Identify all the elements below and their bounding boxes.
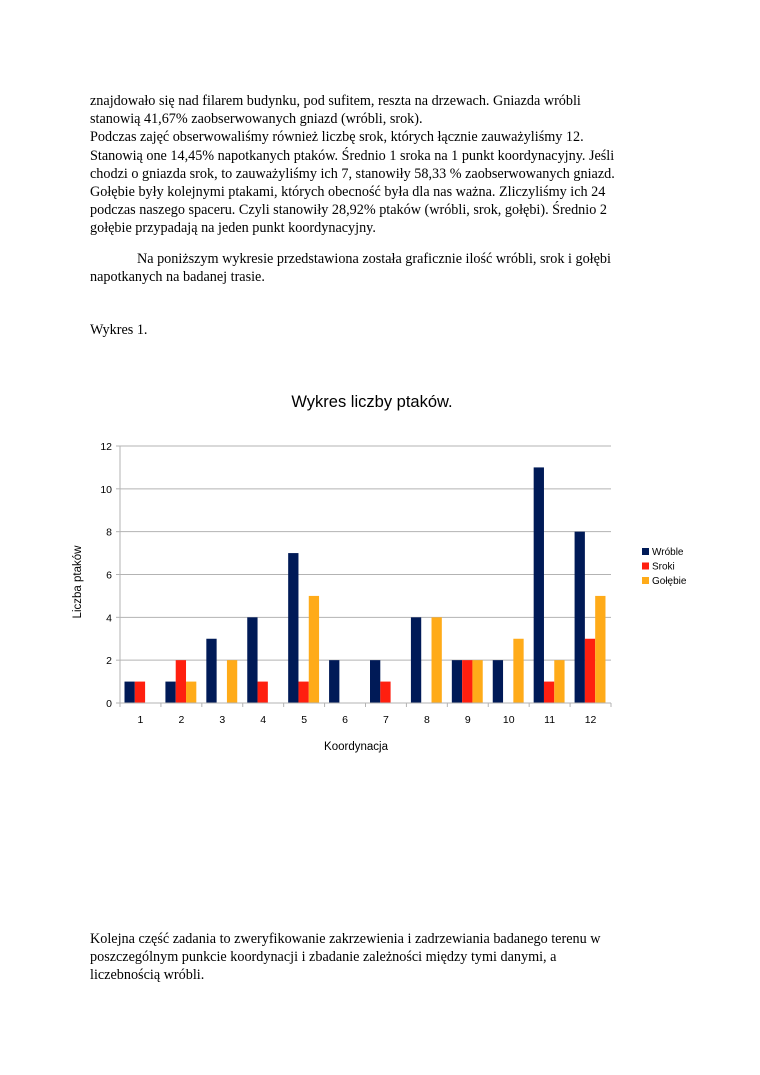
text-line: napotkanych na badanej trasie. xyxy=(90,269,265,286)
text-line: znajdowało się nad filarem budynku, pod sufitem, reszta na drzewach. Gniazda wróbli xyxy=(90,93,581,109)
text-line: stanowią 41,67% zaobserwowanych gniazd (wróbli, srok). xyxy=(90,111,423,128)
text-line: Kolejna część zadania to zweryfikowanie zakrzewienia i zadrzewiania badanego terenu w xyxy=(90,931,601,947)
bar-sroki-5 xyxy=(298,682,308,703)
bar-wróble-9 xyxy=(452,660,462,703)
y-tick-label: 6 xyxy=(106,569,112,582)
x-tick-label: 1 xyxy=(137,714,144,726)
y-tick-label: 0 xyxy=(106,698,112,710)
x-tick-label: 6 xyxy=(342,714,348,726)
text-line: liczebnością wróbli. xyxy=(90,967,205,984)
paragraph-3 xyxy=(90,930,680,985)
bar-sroki-12 xyxy=(585,639,595,703)
bar-sroki-4 xyxy=(258,682,268,703)
x-tick-label: 2 xyxy=(178,714,185,726)
x-tick-label: 7 xyxy=(383,714,389,726)
bar-wróble-3 xyxy=(206,639,216,703)
bar-wróble-4 xyxy=(247,617,257,703)
text-line: Gołębie były kolejnymi ptakami, których obecność była dla nas ważna. Zliczyliśmy ich 24 xyxy=(90,184,606,201)
bar-sroki-11 xyxy=(544,682,554,703)
bar-gołębie-9 xyxy=(472,660,482,703)
bar-sroki-9 xyxy=(462,660,472,703)
text-line: Podczas zajęć obserwowaliśmy również liczbę srok, których łącznie zauważyliśmy 12. xyxy=(90,129,584,146)
paragraph-1 xyxy=(90,92,680,238)
bar-gołębie-12 xyxy=(595,596,605,703)
x-tick-label: 4 xyxy=(260,714,267,726)
bar-sroki-7 xyxy=(380,682,390,703)
figure-caption: Wykres 1. xyxy=(90,322,148,338)
x-tick-label: 12 xyxy=(584,714,597,726)
y-axis-label: Liczba ptaków xyxy=(72,545,84,619)
y-tick-label: 2 xyxy=(106,655,112,668)
text-line: poszczególnym punkcie koordynacji i zbadanie zależności między tymi danymi, a xyxy=(90,949,557,966)
y-tick-label: 10 xyxy=(100,483,112,496)
chart-title: Wykres liczby ptaków. xyxy=(291,393,453,411)
legend-label: Wróble xyxy=(652,547,684,558)
bar-wróble-5 xyxy=(288,553,298,703)
bar-wróble-8 xyxy=(411,617,421,703)
legend xyxy=(642,547,687,587)
y-tick-label: 12 xyxy=(100,441,112,453)
bar-gołębie-10 xyxy=(513,639,523,703)
y-tick-label: 8 xyxy=(106,526,112,539)
y-tick-label: 4 xyxy=(106,612,112,625)
bar-gołębie-8 xyxy=(432,617,442,703)
bar-gołębie-3 xyxy=(227,660,237,703)
x-tick-label: 9 xyxy=(464,714,471,726)
bar-gołębie-2 xyxy=(186,682,196,703)
bar-wróble-6 xyxy=(329,660,339,703)
bar-wróble-10 xyxy=(493,660,503,703)
x-tick-label: 3 xyxy=(219,714,226,726)
x-tick-label: 10 xyxy=(502,714,515,726)
legend-label: Gołębie xyxy=(652,576,687,587)
text-line: podczas naszego spaceru. Czyli stanowiły 28,92% ptaków (wróbli, srok, gołębi). Średnio 2 xyxy=(90,202,607,219)
bar-sroki-1 xyxy=(135,682,145,703)
text-line: gołębie przypadają na jeden punkt koordynacyjny. xyxy=(90,220,376,237)
bar-wróble-7 xyxy=(370,660,380,703)
text-line: Na poniższym wykresie przedstawiona została graficznie ilość wróbli, srok i gołębi xyxy=(137,251,611,267)
legend-label: Sroki xyxy=(652,561,675,573)
legend-swatch xyxy=(642,563,649,570)
bar-wróble-12 xyxy=(575,532,585,703)
bar-sroki-2 xyxy=(176,660,186,703)
bar-gołębie-5 xyxy=(309,596,319,703)
x-tick-label: 11 xyxy=(544,714,556,726)
text-line: chodzi o gniazda srok, to zauważyliśmy ich 7, stanowiły 58,33 % zaobserwowanych gniazd. xyxy=(90,165,615,182)
paragraph-2 xyxy=(90,250,680,286)
bar-wróble-1 xyxy=(125,682,135,703)
legend-swatch xyxy=(642,577,649,584)
bar-wróble-11 xyxy=(534,467,544,703)
x-axis-label: Koordynacja xyxy=(324,741,388,753)
bar-gołębie-11 xyxy=(554,660,564,703)
x-tick-label: 8 xyxy=(423,714,430,726)
x-tick-label: 5 xyxy=(301,714,308,726)
legend-swatch xyxy=(642,548,649,555)
bar-wróble-2 xyxy=(165,682,175,703)
bar-chart xyxy=(60,385,700,765)
text-line: Stanowią one 14,45% napotkanych ptaków. Średnio 1 sroka na 1 punkt koordynacyjny. Jeśli xyxy=(90,147,615,164)
